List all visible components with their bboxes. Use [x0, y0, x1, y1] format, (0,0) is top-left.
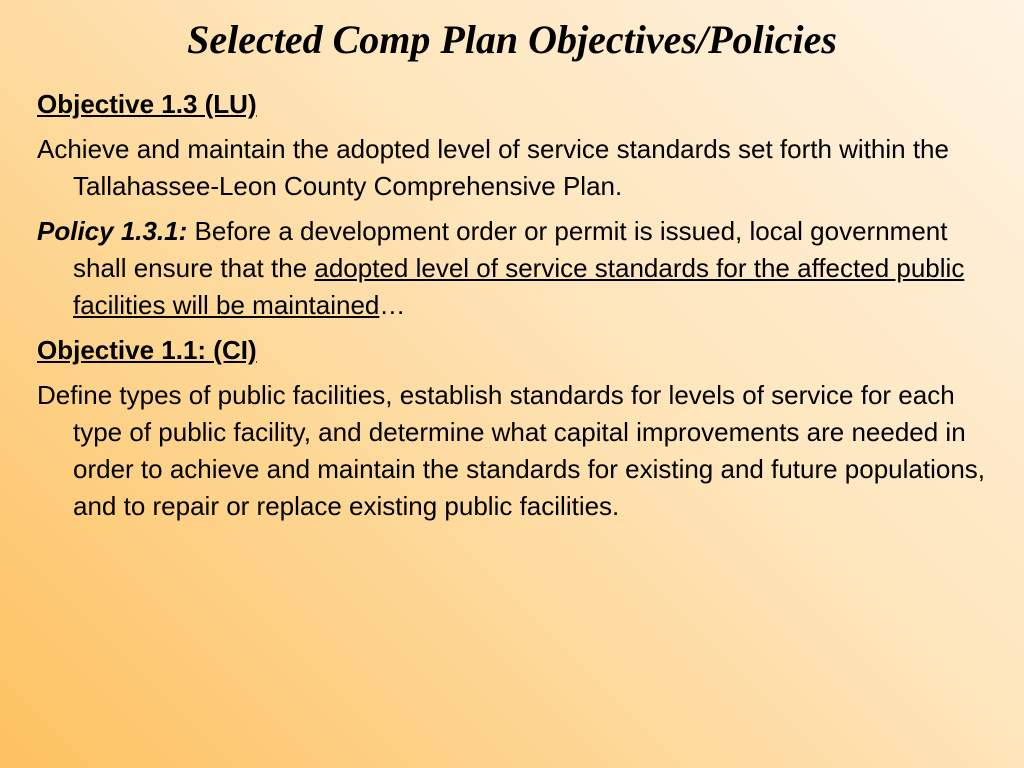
objective-lu-heading-text: Objective 1.3 (LU): [37, 89, 257, 119]
slide-title: Selected Comp Plan Objectives/Policies: [187, 17, 837, 62]
objective-ci-heading: [37, 332, 1002, 369]
policy-text-underlined: adopted level of service standards for the affected public facilities will be maintained: [73, 253, 965, 320]
objective-lu-heading: [37, 86, 1002, 123]
objective-ci-heading-text: Objective 1.1: (CI): [37, 335, 257, 365]
policy-paragraph: [37, 213, 1002, 324]
objective-lu-text: Achieve and maintain the adopted level of service standards set forth within the Tallahassee-Leon County Comprehensive Plan.: [37, 134, 949, 201]
policy-label: Policy 1.3.1:: [37, 216, 188, 246]
policy-text-before: Before a development order or permit is issued, local government shall ensure that the: [73, 216, 948, 283]
slide-body: [37, 86, 1002, 533]
policy-text-after: …: [379, 290, 406, 320]
objective-ci-text: Define types of public facilities, establish standards for levels of service for each type of public facility, and determine what capital improvements are needed in order to achieve and maintain the standards for existing and future populations, and to repair or replace existing public facilities.: [37, 380, 986, 521]
